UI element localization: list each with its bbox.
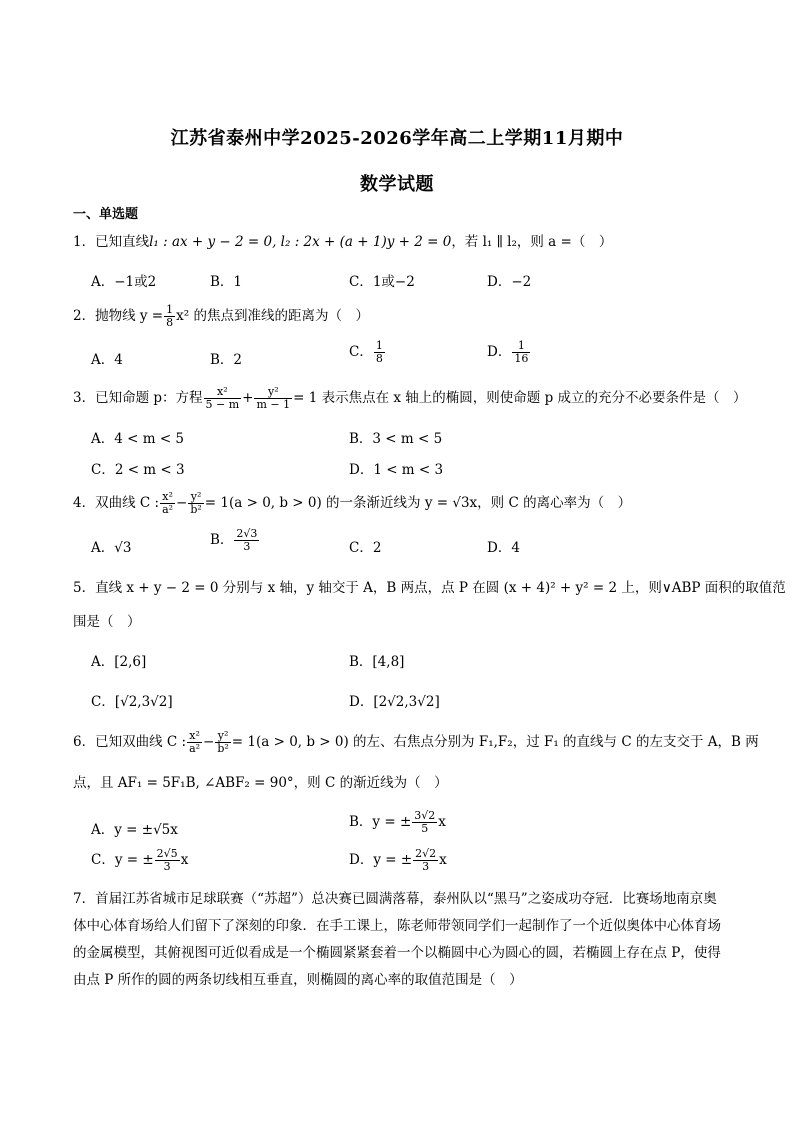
option-d: D．1 < m < 3 [349, 462, 444, 478]
question-3: 3．已知命题 p：方程 $\frac{\text{x²}}{5 - m}$ + $\frac{\text{y²}}{m - 1}$ = 1 表示焦点在 x 轴上的椭圆，则使命题 p 成立的充分不必要条件是（ ） [73, 385, 747, 411]
option-b: B．y = ± $\frac{3√2}{5}$ x [349, 809, 446, 835]
option-b: B．[4,8] [349, 654, 405, 670]
option-a: A．−1或2 [91, 274, 157, 290]
fraction: $\frac{\text{y²}}{\text{b²}}$ [190, 490, 202, 516]
question-6: 6．已知双曲线 C : $\frac{\text{x²}}{\text{a²}}$ − $\frac{\text{y²}}{\text{b²}}$ = 1(a > 0, b > 0) 的左、右焦点分别为 F₁,F₂，过 F₁ 的直线与 C 的左支交于 A，B 两 [73, 729, 759, 755]
question-number: 2． [73, 308, 96, 324]
question-text: 抛物线 y = [95, 308, 164, 324]
option-a: A．√3 [91, 540, 132, 556]
question-4: 4．双曲线 C : $\frac{\text{x²}}{\text{a²}}$ − $\frac{\text{y²}}{\text{b²}}$ = 1(a > 0, b > 0) 的一条渐近线为 y = √3x，则 C 的离心率为（ ） [73, 490, 632, 516]
question-5 [73, 578, 786, 598]
option-d: D． $\frac{1}{16}$ [487, 339, 529, 365]
question-text: 已知直线 [95, 234, 150, 250]
question-text: = 1 表示焦点在 x 轴上的椭圆，则使命题 p 成立的充分不必要条件是（ ） [293, 390, 747, 406]
question-text: 已知双曲线 C : [95, 734, 187, 750]
option-b: B． $\frac{2√3}{3}$ [210, 527, 258, 553]
option-c: C．2 < m < 3 [91, 462, 185, 478]
option-d: D．4 [487, 540, 520, 556]
option-d: D．[2√2,3√2] [349, 694, 440, 710]
question-number: 3． [73, 390, 96, 406]
option-a: A．[2,6] [91, 654, 147, 670]
fraction: $\frac{\text{y²}}{m - 1}$ [256, 385, 291, 411]
section-heading: 一、单选题 [73, 207, 139, 222]
option-a: A．4 [91, 352, 123, 368]
fraction: $\frac{\text{x²}}{\text{a²}}$ [189, 729, 201, 755]
exam-title: 江苏省泰州中学2025-2026学年高二上学期11月期中 [170, 128, 624, 149]
option-b: B．2 [210, 352, 243, 368]
option-d: D．−2 [487, 274, 532, 290]
option-d: D．y = ± $\frac{2√2}{3}$ x [349, 847, 447, 873]
option-a: A．4 < m < 5 [91, 431, 185, 447]
option-b: B．3 < m < 5 [349, 431, 443, 447]
question-7 [73, 886, 723, 994]
fraction: $\frac{\text{x²}}{\text{a²}}$ [162, 490, 174, 516]
option-a: A．y = ±√5x [91, 822, 178, 838]
option-c: C．1或−2 [349, 274, 415, 290]
fraction: $\frac{\text{y²}}{\text{b²}}$ [217, 729, 229, 755]
question-text: ，若 l₁ ∥ l₂，则 a =（ ） [451, 234, 613, 250]
fraction: $\frac{1}{8}$ [166, 303, 174, 329]
question-text: 双曲线 C : [95, 495, 160, 511]
question-5-continued: 围是（ ） [73, 614, 141, 630]
fraction: $\frac{\text{x²}}{5 - m}$ [205, 385, 240, 411]
option-c: C．[√2,3√2] [91, 694, 173, 710]
question-number: 7． [73, 891, 96, 907]
question-2 [73, 304, 723, 329]
question-1 [73, 232, 723, 252]
question-text: 已知命题 p：方程 [95, 390, 203, 406]
option-c: C．y = ± $\frac{2√5}{3}$ x [91, 847, 189, 873]
question-number: 6． [73, 734, 96, 750]
question-text: = 1(a > 0, b > 0) 的一条渐近线为 y = √3x，则 C 的离心率为（ ） [204, 495, 632, 511]
question-text: 直线 x + y − 2 = 0 分别与 x 轴，y 轴交于 A，B 两点，点 P 在圆 (x + 4)² + y² = 2 上，则∨ABP 面积的取值范 [95, 580, 786, 596]
question-number: 4． [73, 495, 96, 511]
question-number: 5． [73, 580, 96, 596]
option-b: B．1 [210, 274, 243, 290]
math-expression: l₁ : ax + y − 2 = 0, l₂ : 2x + (a + 1)y + 2 = 0 [149, 234, 452, 250]
option-c: C．2 [349, 540, 382, 556]
option-c: C． $\frac{1}{8}$ [349, 339, 383, 365]
question-text: = 1(a > 0, b > 0) 的左、右焦点分别为 F₁,F₂，过 F₁ 的直线与 C 的左支交于 A，B 两 [231, 734, 759, 750]
question-number: 1． [73, 234, 96, 250]
question-text: x² 的焦点到准线的距离为（ ） [176, 308, 369, 324]
question-text: 首届江苏省城市足球联赛（“苏超”）总决赛已圆满落幕，泰州队以“黑马”之姿成功夺冠．比赛场地南京奥体中心体育场给人们留下了深刻的印象．在手工课上，陈老师带领同学们一起制作了一个近似奥体中心体育场的金属模型，其俯视图可近似看成是一个椭圆紧紧套着一个以椭圆中心为圆心的圆，若椭圆上存在点 P，使得由点 P 所作的圆的两条切线相互垂直，则椭圆的离心率的取值范围是（ ） [73, 891, 721, 988]
question-6-continued: 点，且 AF₁ = 5F₁B, ∠ABF₂ = 90°，则 C 的渐近线为（ ） [73, 775, 448, 791]
exam-subtitle: 数学试题 [360, 174, 434, 195]
